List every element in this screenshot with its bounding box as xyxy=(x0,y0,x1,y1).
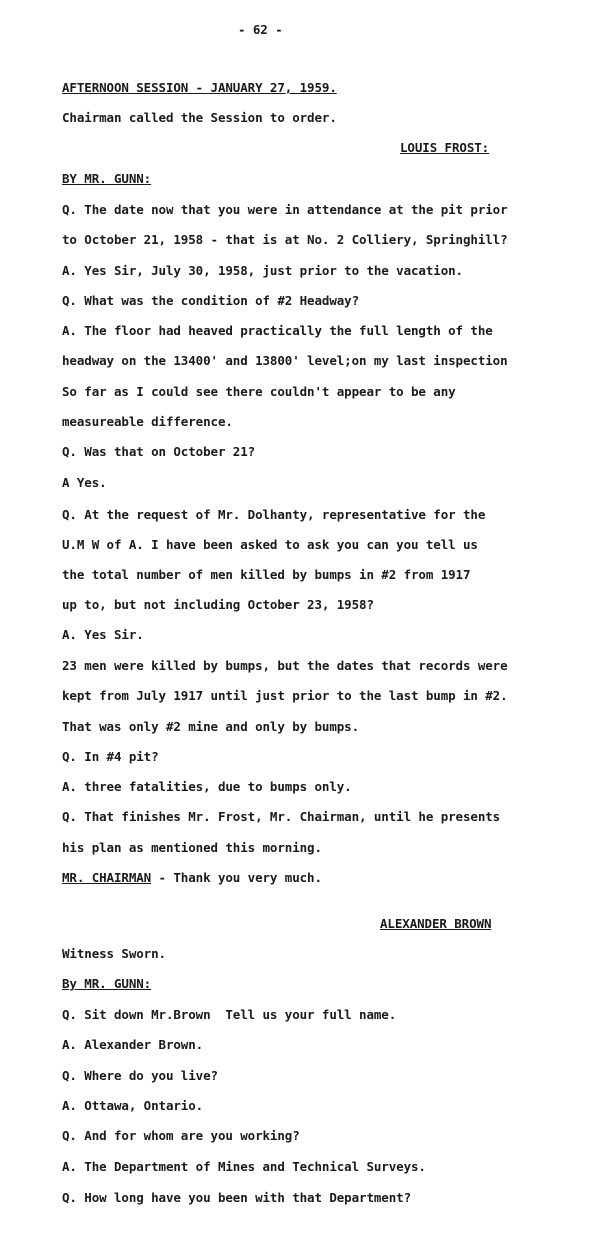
text-line: Q. Sit down Mr.Brown Tell us your full name. xyxy=(62,1007,397,1022)
text-line: A. Alexander Brown. xyxy=(62,1037,204,1052)
text-line: A Yes. xyxy=(62,475,107,490)
text-line: the total number of men killed by bumps in #2 from 1917 xyxy=(62,567,471,582)
text-line: Q. How long have you been with that Department? xyxy=(62,1190,412,1205)
text-line: headway on the 13400' and 13800' level;on my last inspection xyxy=(62,353,508,368)
text-line: his plan as mentioned this morning. xyxy=(62,840,322,855)
text-line: A. The Department of Mines and Technical Surveys. xyxy=(62,1159,426,1174)
text-line: Q. The date now that you were in attendance at the pit prior xyxy=(62,202,508,217)
witness-heading-brown: ALEXANDER BROWN xyxy=(380,916,492,931)
text-line: A. Yes Sir. xyxy=(62,627,144,642)
session-heading xyxy=(62,80,337,95)
text-line: to October 21, 1958 - that is at No. 2 Colliery, Springhill? xyxy=(62,232,508,247)
text-line: Chairman called the Session to order. xyxy=(62,110,337,125)
text-line: That was only #2 mine and only by bumps. xyxy=(62,719,360,734)
text-line: Q. What was the condition of #2 Headway? xyxy=(62,293,360,308)
chairman-speaker: MR. CHAIRMAN xyxy=(62,870,152,885)
text-line: U.M W of A. I have been asked to ask you can you tell us xyxy=(62,537,478,552)
session-heading-text: AFTERNOON SESSION - JANUARY 27, 1959. xyxy=(62,80,337,95)
text-line: A. The floor had heaved practically the full length of the xyxy=(62,323,493,338)
witness-heading-frost: LOUIS FROST: xyxy=(400,140,490,155)
text-line: Q. And for whom are you working? xyxy=(62,1128,300,1143)
text-line: kept from July 1917 until just prior to the last bump in #2. xyxy=(62,688,508,703)
text-line: A. Ottawa, Ontario. xyxy=(62,1098,204,1113)
text-line: Q. Was that on October 21? xyxy=(62,444,256,459)
text-line: 23 men were killed by bumps, but the dates that records were xyxy=(62,658,508,673)
examiner-heading-2: By MR. GUNN: xyxy=(62,976,152,991)
text-line: Q. That finishes Mr. Frost, Mr. Chairman, until he presents xyxy=(62,809,501,824)
text-line: A. Yes Sir, July 30, 1958, just prior to the vacation. xyxy=(62,263,463,278)
text-line: measureable difference. xyxy=(62,414,233,429)
text-line: Q. At the request of Mr. Dolhanty, representative for the xyxy=(62,507,486,522)
page-number: - 62 - xyxy=(238,22,283,37)
chairman-remark: - Thank you very much. xyxy=(151,870,322,885)
examiner-heading: BY MR. GUNN: xyxy=(62,171,152,186)
text-line: Q. In #4 pit? xyxy=(62,749,159,764)
chairman-line xyxy=(62,870,322,885)
text-line: A. three fatalities, due to bumps only. xyxy=(62,779,352,794)
text-line: Q. Where do you live? xyxy=(62,1068,218,1083)
text-line: up to, but not including October 23, 1958? xyxy=(62,597,374,612)
text-line: So far as I could see there couldn't appear to be any xyxy=(62,384,456,399)
text-line: Witness Sworn. xyxy=(62,946,166,961)
